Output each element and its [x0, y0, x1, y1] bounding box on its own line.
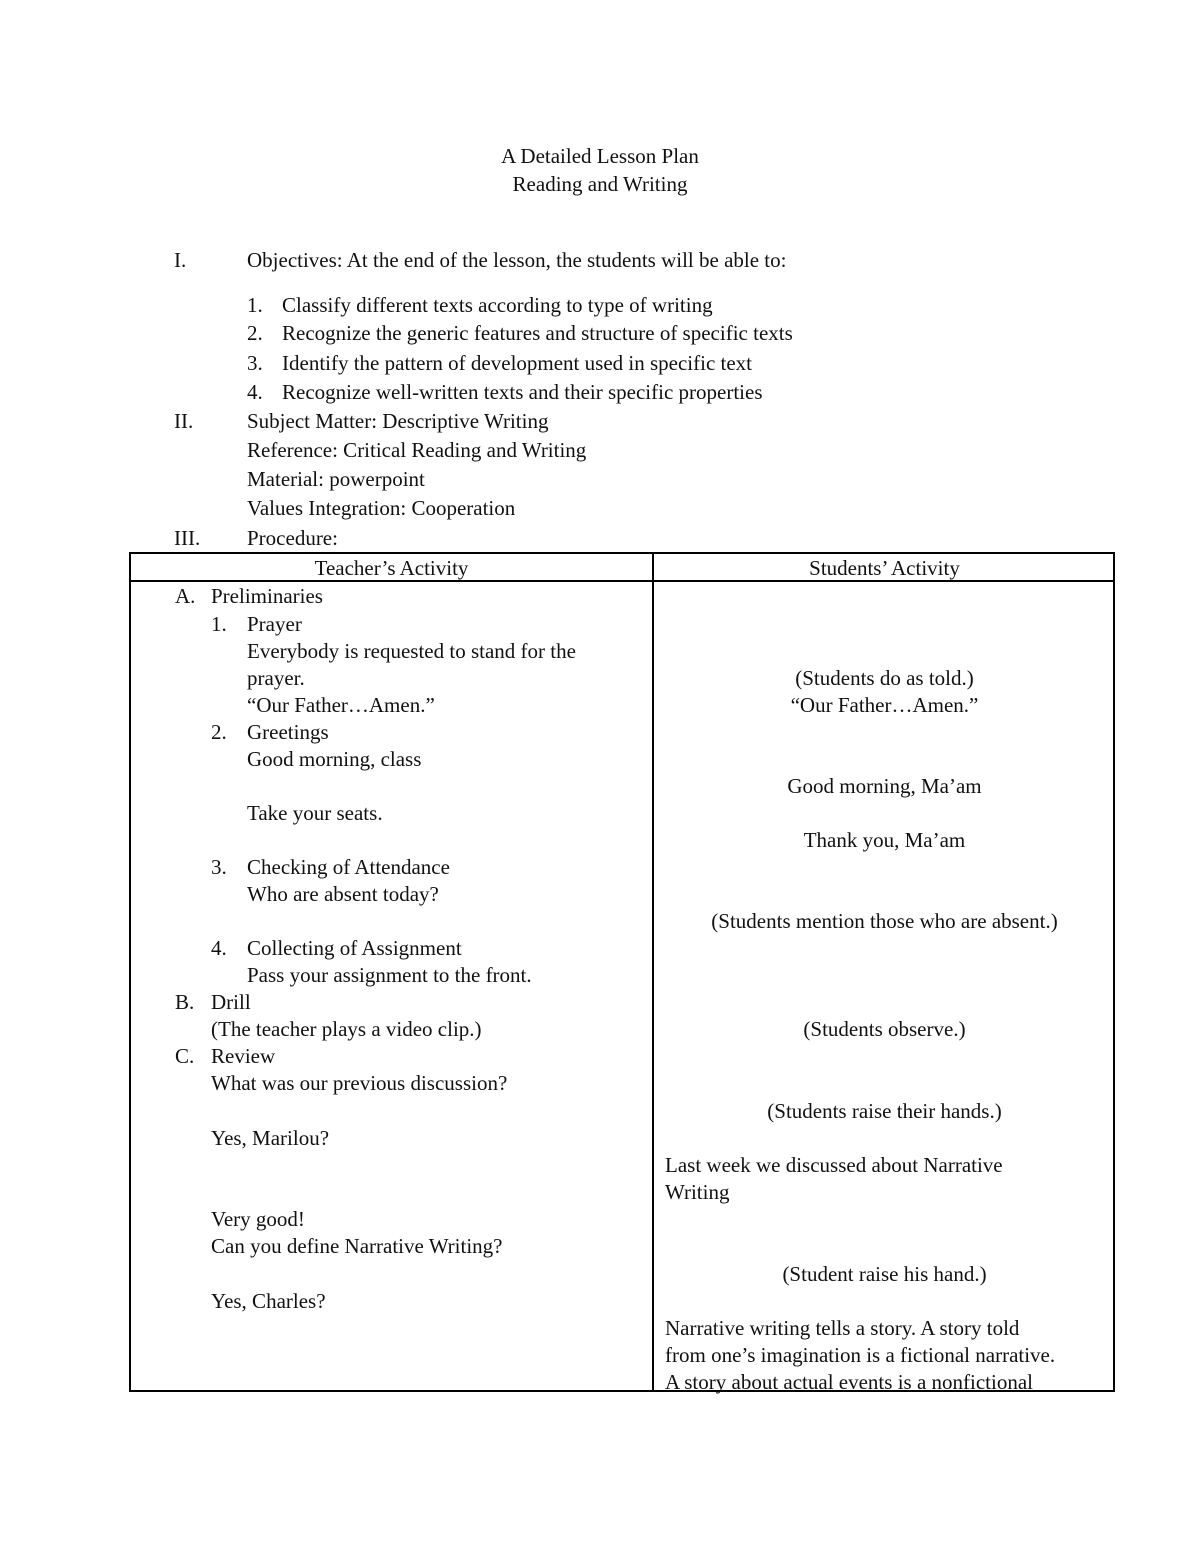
teacher-letter: C. [175, 1044, 195, 1068]
student-response: Last week we discussed about Narrative [665, 1153, 1003, 1177]
teacher-letter: A. [175, 584, 196, 608]
section-numeral-procedure: III. [174, 526, 201, 550]
teacher-text: prayer. [247, 666, 305, 690]
teacher-text: “Our Father…Amen.” [247, 693, 435, 717]
teacher-number: 2. [211, 720, 227, 744]
teacher-text: Collecting of Assignment [247, 936, 462, 960]
objective-number: 1. [247, 293, 263, 317]
objective-item: Identify the pattern of development used in specific text [282, 351, 753, 375]
teacher-text: Take your seats. [247, 801, 383, 825]
values-integration-line: Values Integration: Cooperation [247, 496, 516, 520]
objective-number: 2. [247, 321, 263, 345]
student-response: Writing [665, 1180, 730, 1204]
objective-item: Classify different texts according to type of writing [282, 293, 713, 317]
teacher-text: Pass your assignment to the front. [247, 963, 532, 987]
teacher-text: Review [211, 1044, 276, 1068]
table-header-divider [129, 580, 1115, 582]
student-response: Narrative writing tells a story. A story told [665, 1316, 1020, 1340]
student-response: A story about actual events is a nonfictional [665, 1370, 1033, 1394]
teacher-text: (The teacher plays a video clip.) [211, 1017, 482, 1041]
teacher-text: Prayer [247, 612, 302, 636]
material-line: Material: powerpoint [247, 467, 425, 491]
teacher-number: 3. [211, 855, 227, 879]
student-response: “Our Father…Amen.” [790, 693, 979, 717]
subject-matter-line: Subject Matter: Descriptive Writing [247, 409, 549, 433]
teacher-text: Yes, Charles? [211, 1289, 326, 1313]
teacher-text: Everybody is requested to stand for the [247, 639, 576, 663]
section-numeral-objectives: I. [174, 248, 187, 272]
teacher-text: Checking of Attendance [247, 855, 450, 879]
objective-number: 3. [247, 351, 263, 375]
teacher-text: Good morning, class [247, 747, 422, 771]
objective-number: 4. [247, 380, 263, 404]
student-response: (Students do as told.) [795, 666, 974, 690]
teacher-activity-header: Teacher’s Activity [314, 556, 469, 580]
student-response: (Students mention those who are absent.) [711, 909, 1058, 933]
teacher-number: 4. [211, 936, 227, 960]
teacher-text: Drill [211, 990, 251, 1014]
procedure-heading: Procedure: [247, 526, 338, 550]
teacher-text: Who are absent today? [247, 882, 439, 906]
document-title: A Detailed Lesson Plan [501, 144, 699, 168]
student-response: (Students raise their hands.) [767, 1099, 1002, 1123]
teacher-text: Can you define Narrative Writing? [211, 1234, 503, 1258]
teacher-text: Greetings [247, 720, 329, 744]
document-subtitle: Reading and Writing [512, 172, 688, 196]
teacher-text: What was our previous discussion? [211, 1071, 508, 1095]
teacher-text: Preliminaries [211, 584, 323, 608]
students-activity-header: Students’ Activity [809, 556, 960, 580]
teacher-text: Very good! [211, 1207, 305, 1231]
teacher-number: 1. [211, 612, 227, 636]
reference-line: Reference: Critical Reading and Writing [247, 438, 587, 462]
section-numeral-subject-matter: II. [174, 409, 194, 433]
objectives-heading: Objectives: At the end of the lesson, the students will be able to: [247, 248, 787, 272]
objective-item: Recognize the generic features and structure of specific texts [282, 321, 793, 345]
student-response: (Students observe.) [803, 1017, 966, 1041]
student-response: Thank you, Ma’am [803, 828, 966, 852]
student-response: from one’s imagination is a fictional narrative. [665, 1343, 1056, 1367]
student-response: Good morning, Ma’am [787, 774, 982, 798]
objective-item: Recognize well-written texts and their specific properties [282, 380, 763, 404]
student-response: (Student raise his hand.) [782, 1262, 987, 1286]
teacher-text: Yes, Marilou? [211, 1126, 330, 1150]
teacher-letter: B. [175, 990, 195, 1014]
